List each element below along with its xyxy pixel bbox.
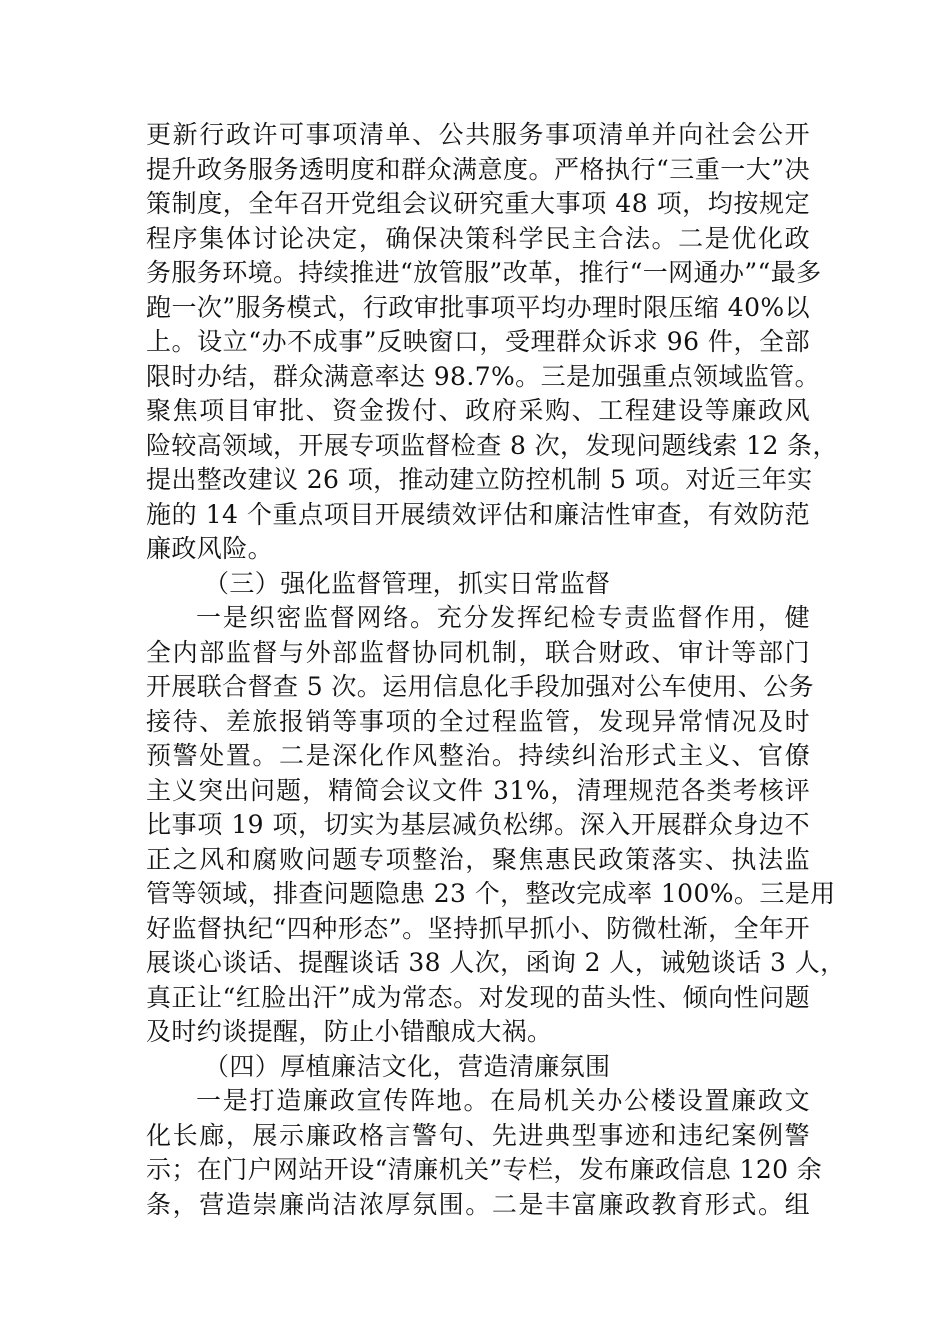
text-line: 一是织密监督网络。充分发挥纪检专责监督作用，健 (196, 603, 810, 632)
text-line: 接待、差旅报销等事项的全过程监管，发现异常情况及时 (146, 706, 810, 736)
section-heading-3: （三）强化监督管理，抓实日常监督 (204, 568, 611, 598)
text-line: 化长廊，展示廉政格言警句、先进典型事迹和违纪案例警 (146, 1120, 810, 1150)
text-line: 真正让“红脸出汗”成为常态。对发现的苗头性、倾向性问题 (146, 982, 810, 1012)
text-line: 程序集体讨论决定，确保决策科学民主合法。二是优化政 (146, 223, 810, 253)
text-line: 提出整改建议 26 项，推动建立防控机制 5 项。对近三年实 (146, 465, 813, 494)
text-line: 开展联合督查 5 次。运用信息化手段加强对公车使用、公务 (146, 672, 815, 701)
text-line: 条，营造崇廉尚洁浓厚氛围。二是丰富廉政教育形式。组 (146, 1189, 810, 1219)
text-line: 务服务环境。持续推进“放管服”改革，推行“一网通办”“最多 (146, 258, 822, 287)
text-line: 限时办结，群众满意率达 98.7%。三是加强重点领域监管。 (146, 361, 820, 391)
text-line: 更新行政许可事项清单、公共服务事项清单并向社会公开 (146, 120, 810, 149)
text-line: 廉政风险。 (146, 534, 274, 563)
text-line: 管等领域，排查问题隐患 23 个，整改完成率 100%。三是用 (146, 879, 836, 908)
text-line: 上。设立“办不成事”反映窗口，受理群众诉求 96 件，全部 (146, 327, 810, 356)
text-line: 一是打造廉政宣传阵地。在局机关办公楼设置廉政文 (196, 1086, 810, 1115)
text-line: 好监督执纪“四种形态”。坚持抓早抓小、防微杜渐，全年开 (146, 913, 810, 943)
text-line: 聚焦项目审批、资金拨付、政府采购、工程建设等廉政风 (146, 396, 810, 425)
text-line: 全内部监督与外部监督协同机制，联合财政、审计等部门 (146, 637, 810, 667)
text-line: 跑一次”服务模式，行政审批事项平均办理时限压缩 40%以 (146, 292, 810, 322)
text-line: 提升政务服务透明度和群众满意度。严格执行“三重一大”决 (146, 154, 810, 184)
section-heading-4: （四）厚植廉洁文化，营造清廉氛围 (204, 1051, 611, 1081)
text-line: 展谈心谈话、提醒谈话 38 人次，函询 2 人，诫勉谈话 3 人， (146, 948, 846, 977)
document-page (146, 118, 846, 1222)
text-line: 施的 14 个重点项目开展绩效评估和廉洁性审查，有效防范 (146, 499, 810, 529)
text-line: 险较高领域，开展专项监督检查 8 次，发现问题线索 12 条， (146, 430, 838, 460)
text-line: 策制度，全年召开党组会议研究重大事项 48 项，均按规定 (146, 189, 810, 218)
text-line: 正之风和腐败问题专项整治，聚焦惠民政策落实、执法监 (146, 844, 810, 874)
text-line: 预警处置。二是深化作风整治。持续纠治形式主义、官僚 (146, 741, 810, 770)
text-line: 比事项 19 项，切实为基层减负松绑。深入开展群众身边不 (146, 810, 810, 839)
text-line: 示；在门户网站开设“清廉机关”专栏，发布廉政信息 120 余 (146, 1155, 823, 1184)
text-line: 及时约谈提醒，防止小错酿成大祸。 (146, 1017, 553, 1046)
text-line: 主义突出问题，精简会议文件 31%，清理规范各类考核评 (146, 775, 810, 805)
